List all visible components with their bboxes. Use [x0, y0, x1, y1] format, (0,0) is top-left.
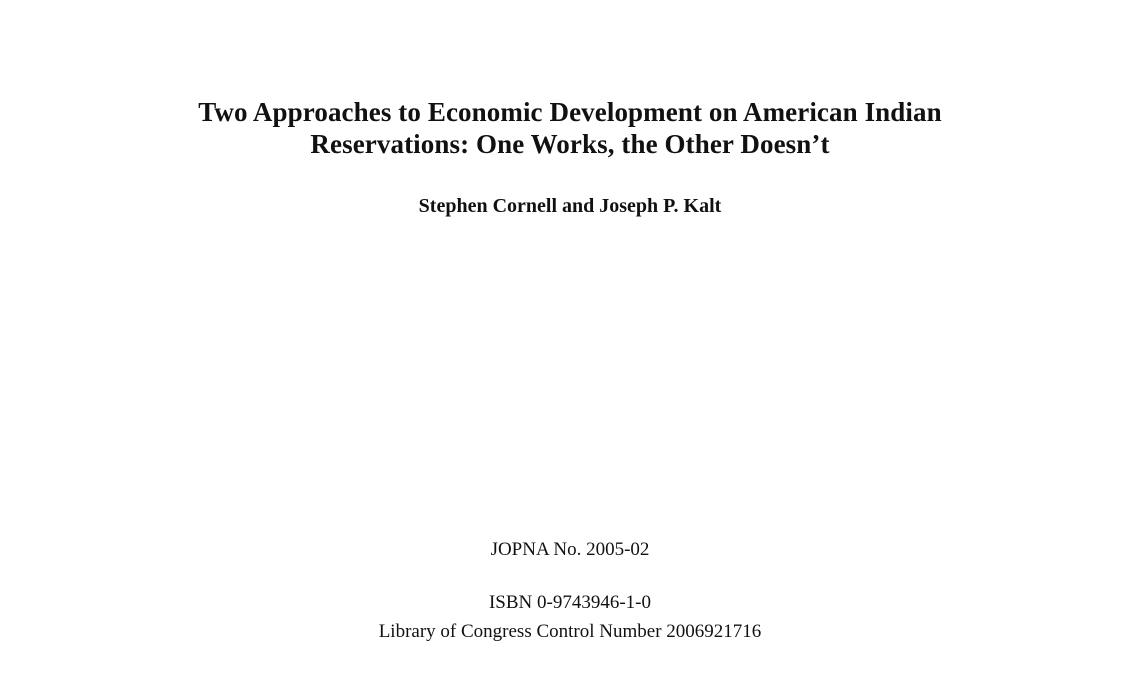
- document-authors: Stephen Cornell and Joseph P. Kalt: [418, 195, 722, 217]
- document-title-line-1: Two Approaches to Economic Development on American Indian: [198, 97, 942, 127]
- series-number: JOPNA No. 2005-02: [490, 539, 650, 560]
- document-title-line-2: Reservations: One Works, the Other Doesn’t: [310, 129, 830, 159]
- library-of-congress-control-number: Library of Congress Control Number 2006921716: [378, 621, 762, 642]
- isbn-number: ISBN 0-9743946-1-0: [488, 592, 652, 613]
